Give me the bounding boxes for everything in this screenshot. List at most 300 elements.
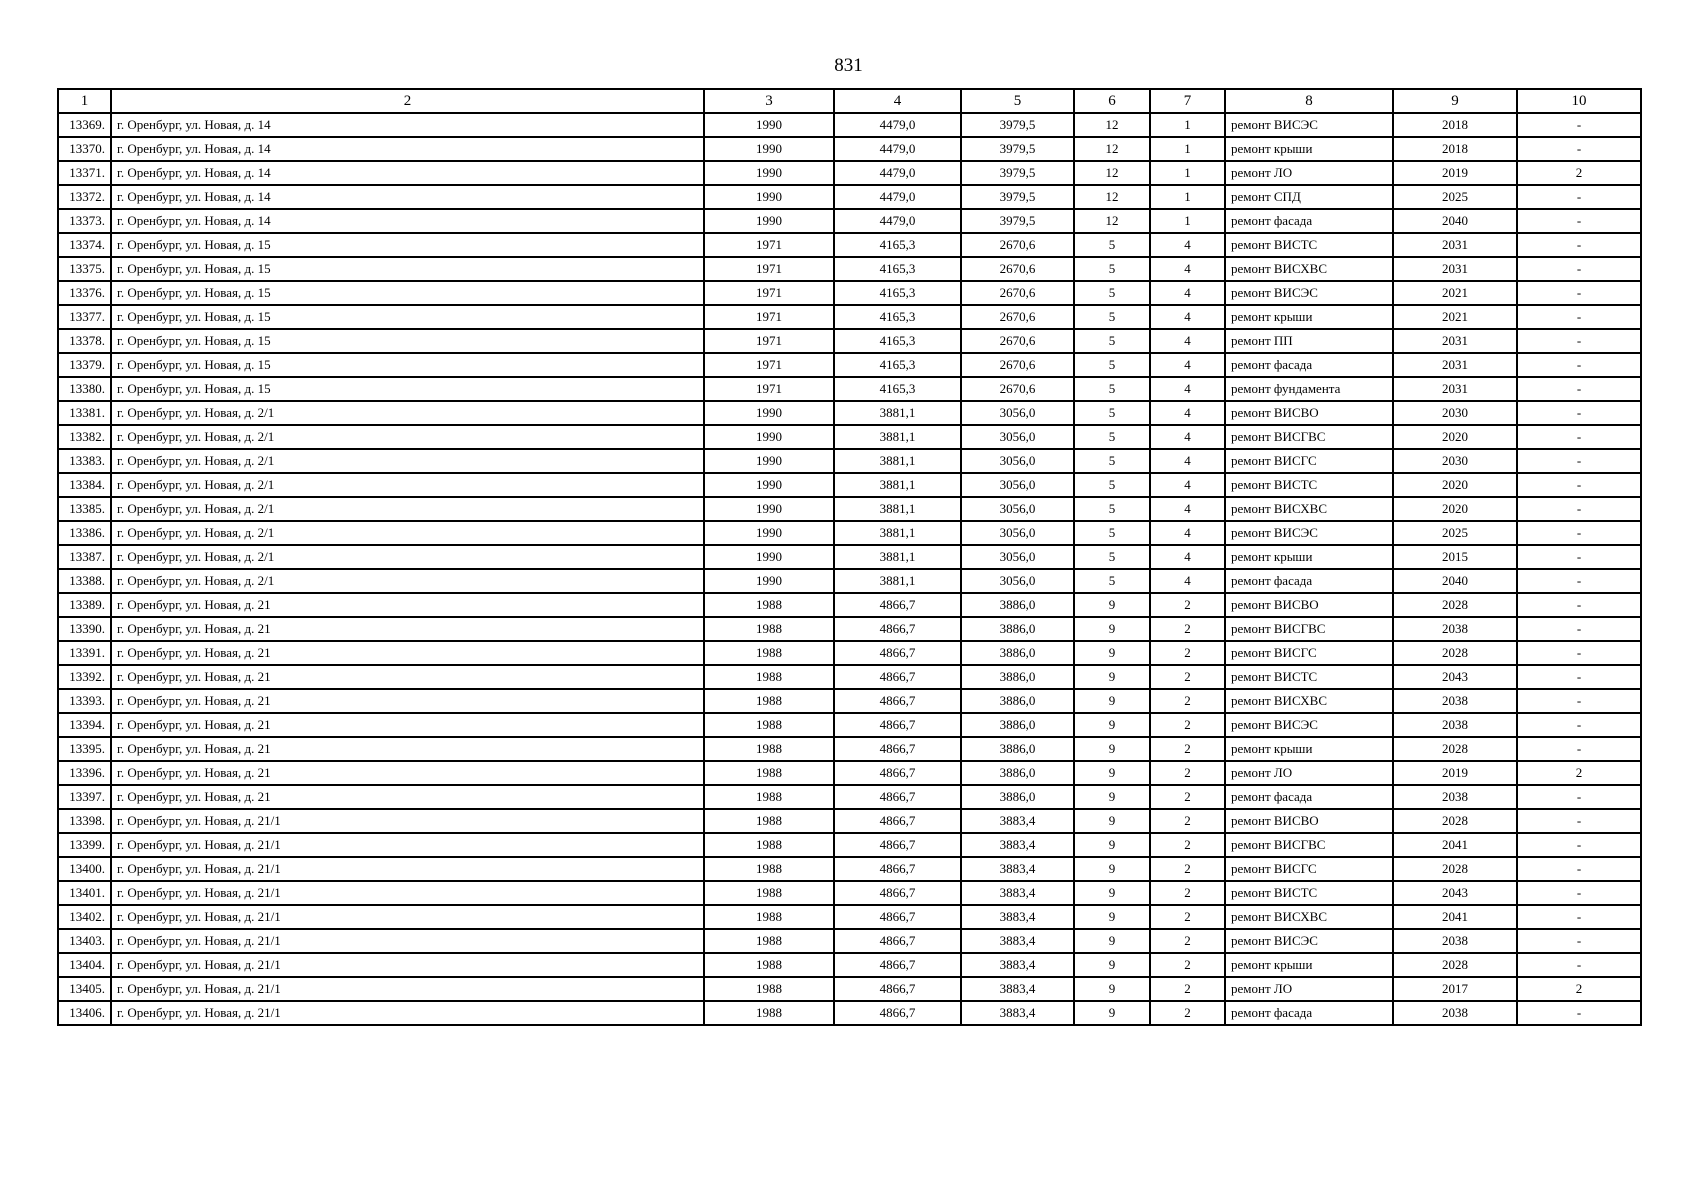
cell-total-area: 4479,0 bbox=[834, 209, 961, 233]
cell-planned-year: 2017 bbox=[1393, 977, 1517, 1001]
cell-total-area: 4866,7 bbox=[834, 689, 961, 713]
cell-planned-year: 2041 bbox=[1393, 905, 1517, 929]
cell-elevators: 2 bbox=[1517, 761, 1641, 785]
cell-entrances: 2 bbox=[1150, 785, 1225, 809]
cell-entrances: 1 bbox=[1150, 137, 1225, 161]
cell-planned-year: 2041 bbox=[1393, 833, 1517, 857]
cell-build-year: 1990 bbox=[704, 137, 834, 161]
cell-floors: 12 bbox=[1074, 113, 1150, 137]
cell-work-type: ремонт ВИСГВС bbox=[1225, 617, 1393, 641]
cell-living-area: 3056,0 bbox=[961, 473, 1074, 497]
cell-row-number: 13379. bbox=[58, 353, 111, 377]
cell-elevators: - bbox=[1517, 785, 1641, 809]
cell-elevators: - bbox=[1517, 881, 1641, 905]
cell-planned-year: 2040 bbox=[1393, 569, 1517, 593]
cell-work-type: ремонт ВИСЭС bbox=[1225, 929, 1393, 953]
table-row bbox=[58, 257, 1641, 281]
cell-total-area: 3881,1 bbox=[834, 497, 961, 521]
cell-work-type: ремонт крыши bbox=[1225, 737, 1393, 761]
cell-work-type: ремонт ВИСХВС bbox=[1225, 905, 1393, 929]
cell-work-type: ремонт крыши bbox=[1225, 953, 1393, 977]
cell-planned-year: 2031 bbox=[1393, 233, 1517, 257]
cell-planned-year: 2018 bbox=[1393, 113, 1517, 137]
cell-build-year: 1971 bbox=[704, 353, 834, 377]
cell-build-year: 1971 bbox=[704, 305, 834, 329]
table-row bbox=[58, 449, 1641, 473]
cell-elevators: - bbox=[1517, 521, 1641, 545]
cell-build-year: 1988 bbox=[704, 761, 834, 785]
cell-floors: 5 bbox=[1074, 281, 1150, 305]
cell-elevators: - bbox=[1517, 497, 1641, 521]
table-row bbox=[58, 641, 1641, 665]
cell-planned-year: 2030 bbox=[1393, 401, 1517, 425]
cell-elevators: - bbox=[1517, 209, 1641, 233]
cell-work-type: ремонт ВИСЭС bbox=[1225, 521, 1393, 545]
table-row bbox=[58, 185, 1641, 209]
cell-total-area: 3881,1 bbox=[834, 521, 961, 545]
cell-total-area: 4866,7 bbox=[834, 785, 961, 809]
cell-build-year: 1990 bbox=[704, 425, 834, 449]
cell-build-year: 1988 bbox=[704, 905, 834, 929]
column-header-3: 3 bbox=[704, 89, 834, 113]
page-number: 831 bbox=[834, 55, 863, 76]
cell-total-area: 3881,1 bbox=[834, 569, 961, 593]
cell-work-type: ремонт фасада bbox=[1225, 353, 1393, 377]
table-row bbox=[58, 545, 1641, 569]
cell-living-area: 3979,5 bbox=[961, 161, 1074, 185]
table-row bbox=[58, 209, 1641, 233]
cell-address: г. Оренбург, ул. Новая, д. 21 bbox=[111, 761, 704, 785]
cell-address: г. Оренбург, ул. Новая, д. 2/1 bbox=[111, 401, 704, 425]
cell-living-area: 2670,6 bbox=[961, 257, 1074, 281]
cell-address: г. Оренбург, ул. Новая, д. 21/1 bbox=[111, 905, 704, 929]
cell-floors: 9 bbox=[1074, 833, 1150, 857]
cell-total-area: 4866,7 bbox=[834, 737, 961, 761]
cell-work-type: ремонт ВИСГВС bbox=[1225, 425, 1393, 449]
cell-living-area: 3056,0 bbox=[961, 449, 1074, 473]
cell-row-number: 13376. bbox=[58, 281, 111, 305]
cell-row-number: 13381. bbox=[58, 401, 111, 425]
cell-floors: 5 bbox=[1074, 497, 1150, 521]
cell-elevators: - bbox=[1517, 593, 1641, 617]
cell-floors: 9 bbox=[1074, 1001, 1150, 1025]
column-header-2: 2 bbox=[111, 89, 704, 113]
cell-row-number: 13392. bbox=[58, 665, 111, 689]
cell-planned-year: 2031 bbox=[1393, 377, 1517, 401]
cell-elevators: - bbox=[1517, 257, 1641, 281]
table-row bbox=[58, 521, 1641, 545]
cell-floors: 9 bbox=[1074, 665, 1150, 689]
cell-address: г. Оренбург, ул. Новая, д. 21 bbox=[111, 665, 704, 689]
cell-entrances: 2 bbox=[1150, 593, 1225, 617]
cell-elevators: - bbox=[1517, 137, 1641, 161]
cell-total-area: 4866,7 bbox=[834, 881, 961, 905]
cell-build-year: 1988 bbox=[704, 809, 834, 833]
cell-work-type: ремонт фундамента bbox=[1225, 377, 1393, 401]
cell-living-area: 2670,6 bbox=[961, 233, 1074, 257]
cell-floors: 9 bbox=[1074, 761, 1150, 785]
cell-floors: 9 bbox=[1074, 905, 1150, 929]
cell-address: г. Оренбург, ул. Новая, д. 2/1 bbox=[111, 449, 704, 473]
cell-row-number: 13385. bbox=[58, 497, 111, 521]
cell-entrances: 2 bbox=[1150, 761, 1225, 785]
table-row bbox=[58, 617, 1641, 641]
cell-floors: 9 bbox=[1074, 617, 1150, 641]
cell-living-area: 3056,0 bbox=[961, 521, 1074, 545]
table-row bbox=[58, 425, 1641, 449]
cell-row-number: 13388. bbox=[58, 569, 111, 593]
cell-build-year: 1990 bbox=[704, 113, 834, 137]
cell-row-number: 13399. bbox=[58, 833, 111, 857]
column-header-1: 1 bbox=[58, 89, 111, 113]
cell-address: г. Оренбург, ул. Новая, д. 15 bbox=[111, 281, 704, 305]
cell-elevators: - bbox=[1517, 617, 1641, 641]
cell-elevators: - bbox=[1517, 305, 1641, 329]
cell-elevators: 2 bbox=[1517, 161, 1641, 185]
cell-row-number: 13371. bbox=[58, 161, 111, 185]
cell-living-area: 3886,0 bbox=[961, 689, 1074, 713]
cell-floors: 12 bbox=[1074, 161, 1150, 185]
cell-total-area: 4866,7 bbox=[834, 641, 961, 665]
cell-planned-year: 2038 bbox=[1393, 1001, 1517, 1025]
cell-living-area: 3883,4 bbox=[961, 977, 1074, 1001]
table-row bbox=[58, 377, 1641, 401]
cell-build-year: 1990 bbox=[704, 473, 834, 497]
cell-build-year: 1990 bbox=[704, 449, 834, 473]
cell-entrances: 2 bbox=[1150, 905, 1225, 929]
table-row bbox=[58, 833, 1641, 857]
cell-row-number: 13383. bbox=[58, 449, 111, 473]
cell-living-area: 3883,4 bbox=[961, 881, 1074, 905]
cell-address: г. Оренбург, ул. Новая, д. 14 bbox=[111, 161, 704, 185]
cell-entrances: 4 bbox=[1150, 569, 1225, 593]
cell-entrances: 4 bbox=[1150, 233, 1225, 257]
cell-floors: 5 bbox=[1074, 569, 1150, 593]
cell-floors: 9 bbox=[1074, 737, 1150, 761]
cell-address: г. Оренбург, ул. Новая, д. 2/1 bbox=[111, 545, 704, 569]
cell-planned-year: 2043 bbox=[1393, 665, 1517, 689]
cell-elevators: - bbox=[1517, 353, 1641, 377]
cell-living-area: 3056,0 bbox=[961, 401, 1074, 425]
cell-floors: 12 bbox=[1074, 209, 1150, 233]
cell-address: г. Оренбург, ул. Новая, д. 21/1 bbox=[111, 953, 704, 977]
repair-schedule-table bbox=[57, 88, 1642, 1026]
cell-build-year: 1990 bbox=[704, 161, 834, 185]
cell-row-number: 13400. bbox=[58, 857, 111, 881]
table-row bbox=[58, 713, 1641, 737]
table-header bbox=[58, 89, 1641, 113]
cell-total-area: 4866,7 bbox=[834, 809, 961, 833]
cell-floors: 5 bbox=[1074, 401, 1150, 425]
cell-address: г. Оренбург, ул. Новая, д. 21/1 bbox=[111, 857, 704, 881]
cell-address: г. Оренбург, ул. Новая, д. 21 bbox=[111, 785, 704, 809]
table-row bbox=[58, 881, 1641, 905]
cell-row-number: 13389. bbox=[58, 593, 111, 617]
cell-entrances: 1 bbox=[1150, 113, 1225, 137]
cell-entrances: 4 bbox=[1150, 473, 1225, 497]
cell-total-area: 3881,1 bbox=[834, 401, 961, 425]
table-row bbox=[58, 353, 1641, 377]
cell-total-area: 4479,0 bbox=[834, 161, 961, 185]
cell-row-number: 13390. bbox=[58, 617, 111, 641]
cell-total-area: 3881,1 bbox=[834, 425, 961, 449]
cell-floors: 9 bbox=[1074, 881, 1150, 905]
cell-planned-year: 2028 bbox=[1393, 857, 1517, 881]
cell-work-type: ремонт фасада bbox=[1225, 1001, 1393, 1025]
cell-planned-year: 2020 bbox=[1393, 425, 1517, 449]
cell-row-number: 13375. bbox=[58, 257, 111, 281]
cell-elevators: - bbox=[1517, 929, 1641, 953]
cell-planned-year: 2028 bbox=[1393, 737, 1517, 761]
cell-total-area: 4866,7 bbox=[834, 953, 961, 977]
cell-living-area: 3056,0 bbox=[961, 545, 1074, 569]
cell-living-area: 3886,0 bbox=[961, 617, 1074, 641]
cell-build-year: 1988 bbox=[704, 953, 834, 977]
cell-build-year: 1990 bbox=[704, 497, 834, 521]
cell-total-area: 4866,7 bbox=[834, 1001, 961, 1025]
cell-living-area: 3886,0 bbox=[961, 593, 1074, 617]
table-row bbox=[58, 785, 1641, 809]
cell-build-year: 1988 bbox=[704, 737, 834, 761]
cell-entrances: 4 bbox=[1150, 449, 1225, 473]
cell-build-year: 1988 bbox=[704, 833, 834, 857]
table-row bbox=[58, 569, 1641, 593]
cell-planned-year: 2031 bbox=[1393, 353, 1517, 377]
cell-total-area: 4866,7 bbox=[834, 665, 961, 689]
cell-living-area: 3883,4 bbox=[961, 809, 1074, 833]
cell-address: г. Оренбург, ул. Новая, д. 2/1 bbox=[111, 521, 704, 545]
cell-address: г. Оренбург, ул. Новая, д. 21 bbox=[111, 713, 704, 737]
cell-floors: 12 bbox=[1074, 185, 1150, 209]
cell-build-year: 1988 bbox=[704, 665, 834, 689]
cell-total-area: 4866,7 bbox=[834, 713, 961, 737]
cell-elevators: - bbox=[1517, 545, 1641, 569]
column-header-8: 8 bbox=[1225, 89, 1393, 113]
cell-address: г. Оренбург, ул. Новая, д. 21/1 bbox=[111, 977, 704, 1001]
cell-planned-year: 2028 bbox=[1393, 593, 1517, 617]
cell-total-area: 4479,0 bbox=[834, 137, 961, 161]
cell-total-area: 4165,3 bbox=[834, 353, 961, 377]
cell-row-number: 13369. bbox=[58, 113, 111, 137]
cell-floors: 12 bbox=[1074, 137, 1150, 161]
cell-elevators: - bbox=[1517, 401, 1641, 425]
cell-entrances: 2 bbox=[1150, 833, 1225, 857]
column-header-5: 5 bbox=[961, 89, 1074, 113]
cell-planned-year: 2020 bbox=[1393, 497, 1517, 521]
cell-entrances: 2 bbox=[1150, 665, 1225, 689]
cell-row-number: 13406. bbox=[58, 1001, 111, 1025]
cell-elevators: - bbox=[1517, 953, 1641, 977]
cell-elevators: - bbox=[1517, 905, 1641, 929]
cell-row-number: 13397. bbox=[58, 785, 111, 809]
cell-work-type: ремонт ВИСТС bbox=[1225, 233, 1393, 257]
cell-elevators: - bbox=[1517, 809, 1641, 833]
cell-total-area: 4165,3 bbox=[834, 257, 961, 281]
cell-floors: 5 bbox=[1074, 377, 1150, 401]
cell-row-number: 13377. bbox=[58, 305, 111, 329]
cell-row-number: 13393. bbox=[58, 689, 111, 713]
cell-work-type: ремонт фасада bbox=[1225, 569, 1393, 593]
cell-living-area: 2670,6 bbox=[961, 353, 1074, 377]
cell-living-area: 3056,0 bbox=[961, 569, 1074, 593]
cell-work-type: ремонт фасада bbox=[1225, 785, 1393, 809]
cell-row-number: 13391. bbox=[58, 641, 111, 665]
cell-planned-year: 2019 bbox=[1393, 161, 1517, 185]
table-row bbox=[58, 689, 1641, 713]
cell-entrances: 4 bbox=[1150, 401, 1225, 425]
cell-entrances: 2 bbox=[1150, 953, 1225, 977]
cell-entrances: 2 bbox=[1150, 689, 1225, 713]
cell-address: г. Оренбург, ул. Новая, д. 15 bbox=[111, 329, 704, 353]
cell-address: г. Оренбург, ул. Новая, д. 21 bbox=[111, 737, 704, 761]
cell-living-area: 2670,6 bbox=[961, 329, 1074, 353]
cell-entrances: 2 bbox=[1150, 617, 1225, 641]
cell-entrances: 1 bbox=[1150, 185, 1225, 209]
table-row bbox=[58, 953, 1641, 977]
cell-floors: 5 bbox=[1074, 425, 1150, 449]
cell-work-type: ремонт ВИСХВС bbox=[1225, 689, 1393, 713]
cell-planned-year: 2031 bbox=[1393, 257, 1517, 281]
cell-work-type: ремонт фасада bbox=[1225, 209, 1393, 233]
cell-row-number: 13396. bbox=[58, 761, 111, 785]
cell-total-area: 4165,3 bbox=[834, 377, 961, 401]
cell-entrances: 4 bbox=[1150, 521, 1225, 545]
cell-entrances: 2 bbox=[1150, 713, 1225, 737]
cell-elevators: - bbox=[1517, 329, 1641, 353]
cell-planned-year: 2021 bbox=[1393, 305, 1517, 329]
cell-address: г. Оренбург, ул. Новая, д. 15 bbox=[111, 377, 704, 401]
cell-planned-year: 2038 bbox=[1393, 929, 1517, 953]
cell-build-year: 1971 bbox=[704, 233, 834, 257]
cell-planned-year: 2028 bbox=[1393, 641, 1517, 665]
cell-address: г. Оренбург, ул. Новая, д. 21 bbox=[111, 689, 704, 713]
cell-row-number: 13373. bbox=[58, 209, 111, 233]
cell-total-area: 4866,7 bbox=[834, 761, 961, 785]
cell-address: г. Оренбург, ул. Новая, д. 21/1 bbox=[111, 809, 704, 833]
cell-address: г. Оренбург, ул. Новая, д. 21 bbox=[111, 593, 704, 617]
cell-planned-year: 2030 bbox=[1393, 449, 1517, 473]
table-row bbox=[58, 977, 1641, 1001]
table-row bbox=[58, 113, 1641, 137]
header-row bbox=[58, 89, 1641, 113]
table-row bbox=[58, 401, 1641, 425]
cell-living-area: 3883,4 bbox=[961, 857, 1074, 881]
cell-total-area: 4165,3 bbox=[834, 305, 961, 329]
table-row bbox=[58, 761, 1641, 785]
cell-address: г. Оренбург, ул. Новая, д. 2/1 bbox=[111, 569, 704, 593]
cell-planned-year: 2043 bbox=[1393, 881, 1517, 905]
cell-work-type: ремонт ВИСХВС bbox=[1225, 257, 1393, 281]
cell-entrances: 4 bbox=[1150, 353, 1225, 377]
cell-work-type: ремонт ВИСЭС bbox=[1225, 113, 1393, 137]
cell-build-year: 1988 bbox=[704, 617, 834, 641]
cell-row-number: 13384. bbox=[58, 473, 111, 497]
table-row bbox=[58, 329, 1641, 353]
cell-elevators: - bbox=[1517, 737, 1641, 761]
cell-entrances: 4 bbox=[1150, 545, 1225, 569]
cell-floors: 5 bbox=[1074, 257, 1150, 281]
cell-entrances: 4 bbox=[1150, 497, 1225, 521]
cell-entrances: 2 bbox=[1150, 857, 1225, 881]
cell-address: г. Оренбург, ул. Новая, д. 15 bbox=[111, 353, 704, 377]
cell-floors: 9 bbox=[1074, 953, 1150, 977]
cell-planned-year: 2031 bbox=[1393, 329, 1517, 353]
cell-total-area: 4866,7 bbox=[834, 593, 961, 617]
cell-build-year: 1971 bbox=[704, 377, 834, 401]
cell-address: г. Оренбург, ул. Новая, д. 2/1 bbox=[111, 473, 704, 497]
cell-row-number: 13402. bbox=[58, 905, 111, 929]
cell-build-year: 1971 bbox=[704, 257, 834, 281]
cell-row-number: 13394. bbox=[58, 713, 111, 737]
cell-floors: 5 bbox=[1074, 449, 1150, 473]
cell-total-area: 4479,0 bbox=[834, 185, 961, 209]
cell-floors: 5 bbox=[1074, 353, 1150, 377]
cell-build-year: 1988 bbox=[704, 857, 834, 881]
cell-planned-year: 2018 bbox=[1393, 137, 1517, 161]
cell-living-area: 3883,4 bbox=[961, 953, 1074, 977]
table-row bbox=[58, 473, 1641, 497]
cell-floors: 9 bbox=[1074, 689, 1150, 713]
cell-entrances: 4 bbox=[1150, 329, 1225, 353]
cell-living-area: 3883,4 bbox=[961, 1001, 1074, 1025]
cell-planned-year: 2025 bbox=[1393, 185, 1517, 209]
cell-planned-year: 2015 bbox=[1393, 545, 1517, 569]
cell-living-area: 3979,5 bbox=[961, 209, 1074, 233]
cell-address: г. Оренбург, ул. Новая, д. 15 bbox=[111, 233, 704, 257]
cell-build-year: 1990 bbox=[704, 569, 834, 593]
cell-floors: 9 bbox=[1074, 857, 1150, 881]
cell-elevators: - bbox=[1517, 185, 1641, 209]
table-row bbox=[58, 737, 1641, 761]
cell-planned-year: 2038 bbox=[1393, 617, 1517, 641]
cell-planned-year: 2021 bbox=[1393, 281, 1517, 305]
cell-address: г. Оренбург, ул. Новая, д. 2/1 bbox=[111, 497, 704, 521]
cell-elevators: - bbox=[1517, 857, 1641, 881]
cell-build-year: 1988 bbox=[704, 1001, 834, 1025]
cell-living-area: 3886,0 bbox=[961, 665, 1074, 689]
cell-planned-year: 2020 bbox=[1393, 473, 1517, 497]
cell-floors: 5 bbox=[1074, 329, 1150, 353]
cell-build-year: 1990 bbox=[704, 185, 834, 209]
cell-work-type: ремонт ВИСТС bbox=[1225, 665, 1393, 689]
cell-build-year: 1971 bbox=[704, 329, 834, 353]
cell-work-type: ремонт крыши bbox=[1225, 305, 1393, 329]
cell-living-area: 3979,5 bbox=[961, 185, 1074, 209]
cell-floors: 9 bbox=[1074, 593, 1150, 617]
cell-planned-year: 2025 bbox=[1393, 521, 1517, 545]
table-row bbox=[58, 665, 1641, 689]
cell-elevators: - bbox=[1517, 113, 1641, 137]
cell-planned-year: 2040 bbox=[1393, 209, 1517, 233]
cell-row-number: 13403. bbox=[58, 929, 111, 953]
cell-elevators: 2 bbox=[1517, 977, 1641, 1001]
cell-row-number: 13405. bbox=[58, 977, 111, 1001]
table-row bbox=[58, 161, 1641, 185]
cell-floors: 9 bbox=[1074, 977, 1150, 1001]
cell-total-area: 4866,7 bbox=[834, 905, 961, 929]
cell-work-type: ремонт ВИСГС bbox=[1225, 449, 1393, 473]
cell-entrances: 1 bbox=[1150, 161, 1225, 185]
cell-build-year: 1990 bbox=[704, 545, 834, 569]
cell-total-area: 4866,7 bbox=[834, 617, 961, 641]
cell-row-number: 13401. bbox=[58, 881, 111, 905]
table-row bbox=[58, 497, 1641, 521]
cell-floors: 9 bbox=[1074, 785, 1150, 809]
cell-elevators: - bbox=[1517, 569, 1641, 593]
cell-build-year: 1988 bbox=[704, 713, 834, 737]
cell-floors: 9 bbox=[1074, 809, 1150, 833]
cell-elevators: - bbox=[1517, 233, 1641, 257]
